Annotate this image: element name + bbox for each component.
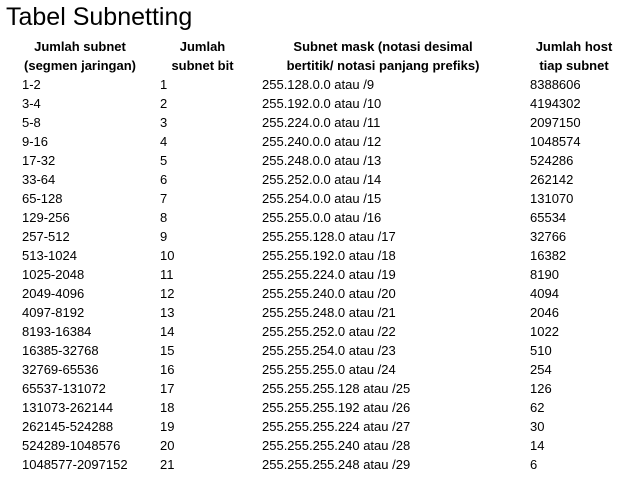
table-row [0,455,628,474]
subnet-mask-cell: 255.255.224.0 atau /19 [262,267,396,282]
host-count-cell: 254 [530,362,552,377]
header-line: subnet bit [171,58,234,73]
host-count-cell: 126 [530,381,552,396]
header-line: (segmen jaringan) [24,58,136,73]
subnet-mask-cell: 255.255.254.0 atau /23 [262,343,396,358]
subnet-mask-cell: 255.224.0.0 atau /11 [262,115,381,130]
subnet-range-cell: 5-8 [22,115,41,130]
subnet-range-cell: 2049-4096 [22,286,85,301]
subnet-bit-cell: 20 [160,438,175,453]
host-count-cell: 65534 [530,210,567,225]
subnet-bit-cell: 16 [160,362,175,377]
subnet-range-cell: 1048577-2097152 [22,457,128,472]
host-count-cell: 16382 [530,248,567,263]
subnet-mask-cell: 255.192.0.0 atau /10 [262,96,382,111]
subnet-mask-cell: 255.255.255.224 atau /27 [262,419,411,434]
host-count-cell: 4094 [530,286,559,301]
subnet-bit-cell: 13 [160,305,175,320]
subnet-bit-cell: 14 [160,324,175,339]
header-line: Jumlah [179,39,226,54]
header-line: Jumlah host [535,39,613,54]
subnet-mask-cell: 255.255.192.0 atau /18 [262,248,396,263]
host-count-cell: 8388606 [530,77,581,92]
subnet-mask-cell: 255.248.0.0 atau /13 [262,153,382,168]
subnet-mask-cell: 255.255.128.0 atau /17 [262,229,396,244]
header-line: Jumlah subnet [34,39,126,54]
subnet-bit-cell: 12 [160,286,175,301]
subnet-mask-cell: 255.255.248.0 atau /21 [262,305,396,320]
table-row [0,360,628,379]
header-line: bertitik/ notasi panjang prefiks) [286,58,480,73]
subnet-bit-cell: 2 [160,96,168,111]
table-row [0,189,628,208]
host-count-cell: 14 [530,438,545,453]
subnet-mask-cell: 255.255.255.248 atau /29 [262,457,411,472]
table-row [0,265,628,284]
host-count-cell: 262142 [530,172,574,187]
subnet-mask-cell: 255.255.252.0 atau /22 [262,324,396,339]
host-count-cell: 1048574 [530,134,581,149]
host-count-cell: 524286 [530,153,574,168]
table-row [0,379,628,398]
header-jumlah-subnet-bit [155,37,250,75]
subnet-bit-cell: 17 [160,381,175,396]
host-count-cell: 2046 [530,305,559,320]
host-count-cell: 2097150 [530,115,581,130]
host-count-cell: 1022 [530,324,559,339]
table-row [0,341,628,360]
subnet-range-cell: 17-32 [22,153,56,168]
table-row [0,132,628,151]
table-row [0,246,628,265]
table-row [0,303,628,322]
subnet-bit-cell: 4 [160,134,168,149]
subnet-bit-cell: 7 [160,191,168,206]
host-count-cell: 4194302 [530,96,581,111]
subnet-bit-cell: 21 [160,457,175,472]
subnet-bit-cell: 6 [160,172,168,187]
subnet-range-cell: 1025-2048 [22,267,85,282]
table-row [0,170,628,189]
subnet-bit-cell: 3 [160,115,168,130]
host-count-cell: 510 [530,343,552,358]
subnet-mask-cell: 255.255.255.240 atau /28 [262,438,411,453]
subnet-mask-cell: 255.255.255.0 atau /24 [262,362,396,377]
subnet-range-cell: 65-128 [22,191,63,206]
subnet-range-cell: 1-2 [22,77,41,92]
table-row [0,417,628,436]
subnet-mask-cell: 255.255.255.128 atau /25 [262,381,411,396]
subnet-bit-cell: 8 [160,210,168,225]
subnet-range-cell: 16385-32768 [22,343,99,358]
host-count-cell: 6 [530,457,538,472]
host-count-cell: 32766 [530,229,567,244]
table-row [0,322,628,341]
subnet-range-cell: 257-512 [22,229,70,244]
subnet-bit-cell: 18 [160,400,175,415]
subnet-bit-cell: 1 [160,77,168,92]
subnet-bit-cell: 9 [160,229,168,244]
subnet-bit-cell: 15 [160,343,175,358]
subnet-range-cell: 262145-524288 [22,419,114,434]
subnet-bit-cell: 19 [160,419,175,434]
subnet-range-cell: 65537-131072 [22,381,106,396]
subnet-mask-cell: 255.255.255.192 atau /26 [262,400,411,415]
table-row [0,398,628,417]
subnet-bit-cell: 5 [160,153,168,168]
table-row [0,208,628,227]
subnet-range-cell: 524289-1048576 [22,438,121,453]
table-row [0,113,628,132]
subnet-range-cell: 32769-65536 [22,362,99,377]
table-row [0,94,628,113]
subnet-mask-cell: 255.254.0.0 atau /15 [262,191,382,206]
header-subnet-mask [258,37,508,75]
table-row [0,436,628,455]
subnet-range-cell: 9-16 [22,134,49,149]
page-title: Tabel Subnetting [6,3,193,31]
subnet-mask-cell: 255.240.0.0 atau /12 [262,134,382,149]
subnet-mask-cell: 255.255.0.0 atau /16 [262,210,382,225]
subnet-range-cell: 129-256 [22,210,70,225]
subnet-mask-cell: 255.128.0.0 atau /9 [262,77,375,92]
subnet-bit-cell: 11 [160,267,174,282]
header-line: Subnet mask (notasi desimal [293,39,473,54]
subnet-bit-cell: 10 [160,248,175,263]
subnet-range-cell: 33-64 [22,172,56,187]
subnet-table [0,75,628,474]
header-jumlah-subnet [10,37,150,75]
subnet-mask-cell: 255.252.0.0 atau /14 [262,172,382,187]
table-row [0,151,628,170]
host-count-cell: 30 [530,419,545,434]
host-count-cell: 131070 [530,191,574,206]
subnet-range-cell: 8193-16384 [22,324,92,339]
subnet-range-cell: 513-1024 [22,248,77,263]
host-count-cell: 8190 [530,267,559,282]
subnet-mask-cell: 255.255.240.0 atau /20 [262,286,396,301]
table-row [0,227,628,246]
header-line: tiap subnet [539,58,609,73]
subnet-range-cell: 131073-262144 [22,400,114,415]
host-count-cell: 62 [530,400,545,415]
subnet-range-cell: 4097-8192 [22,305,85,320]
table-row [0,75,628,94]
header-jumlah-host [520,37,628,75]
table-row [0,284,628,303]
subnet-range-cell: 3-4 [22,96,41,111]
